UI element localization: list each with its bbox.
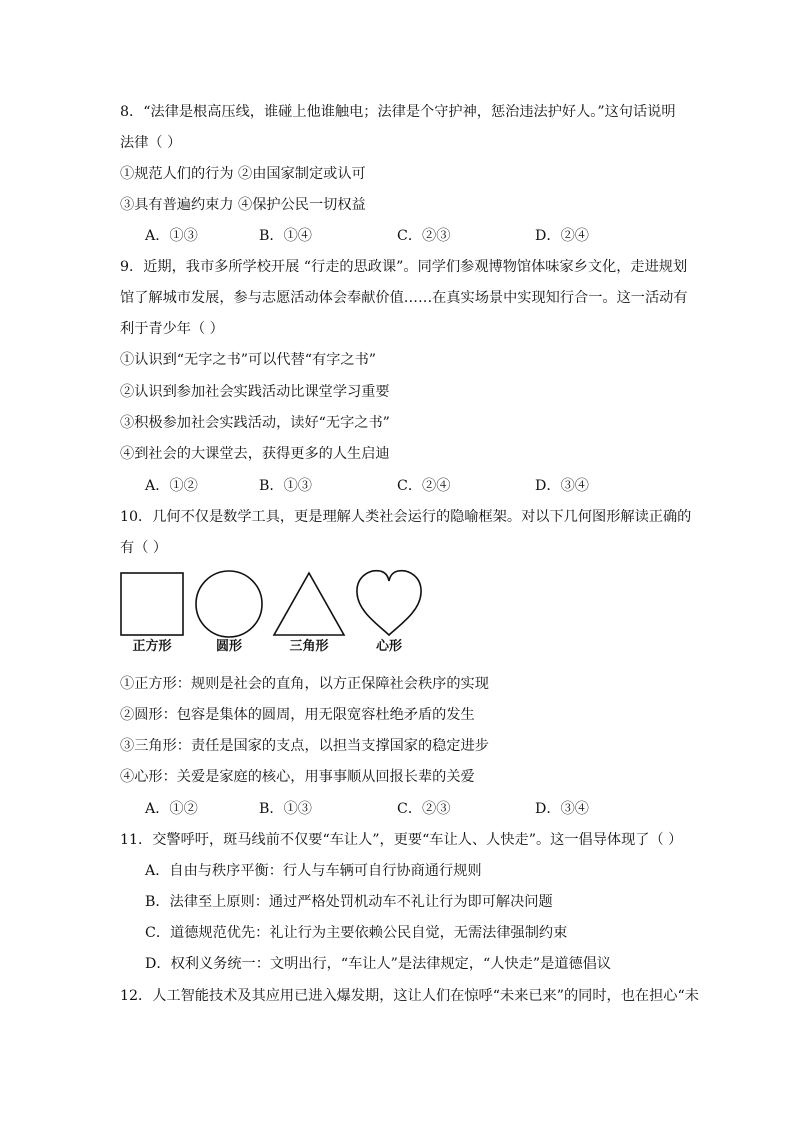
q11-option-d[interactable]: D．权利义务统一：文明出行，“车让人”是法律规定，“人快走”是道德倡议 [145, 956, 612, 972]
q12-stem-line-1: 12．人工智能技术及其应用已进入爆发期，这让人们在惊呼“未来已来”的同时，也在担心“未 [120, 988, 699, 1004]
q10-item-1: ①正方形：规则是社会的直角，以方正保障社会秩序的实现 [120, 676, 489, 692]
heart-shape [357, 571, 421, 635]
geometry-figures [118, 566, 428, 662]
q11-option-c[interactable]: C．道德规范优先：礼让行为主要依赖公民自觉，无需法律强制约束 [145, 925, 568, 941]
q9-item-2: ②认识到参加社会实践活动比课堂学习重要 [120, 384, 390, 400]
q8-stem-line-1: 8．“法律是根高压线，谁碰上他谁触电；法律是个守护神，惩治违法护好人。”这句话说明 [120, 104, 676, 120]
q8-option-c[interactable]: C．②③ [397, 228, 451, 244]
circle-label: 圆形 [215, 639, 242, 654]
q9-item-4: ④到社会的大课堂去，获得更多的人生启迪 [120, 446, 390, 462]
square-label: 正方形 [132, 639, 172, 654]
q11-stem: 11．交警呼吁，斑马线前不仅要“车让人”，更要“车让人、人快走”。这一倡导体现了（ ） [120, 832, 683, 848]
q10-stem-line-1: 10．几何不仅是数学工具，更是理解人类社会运行的隐喻框架。对以下几何图形解读正确的 [120, 509, 692, 525]
q9-options [145, 476, 685, 496]
q11-option-b[interactable]: B．法律至上原则：通过严格处罚机动车不礼让行为即可解决问题 [145, 894, 553, 910]
q9-stem-line-2: 馆了解城市发展，参与志愿活动体会奉献价值……在真实场景中实现知行合一。这一活动有 [120, 290, 688, 306]
q9-option-b[interactable]: B．①③ [259, 478, 312, 494]
q11-option-a[interactable]: A．自由与秩序平衡：行人与车辆可自行协商通行规则 [145, 863, 482, 879]
q9-item-3: ③积极参加社会实践活动，读好“无字之书” [120, 415, 390, 431]
q9-option-c[interactable]: C．②④ [397, 478, 451, 494]
q10-item-4: ④心形：关爱是家庭的核心，用事事顺从回报长辈的关爱 [120, 769, 475, 785]
q8-stem-line-2: 法律（ ） [120, 135, 182, 151]
shapes-svg [118, 566, 428, 638]
q8-option-a[interactable]: A．①③ [145, 228, 198, 244]
q8-option-b[interactable]: B．①④ [259, 228, 312, 244]
q10-options [145, 799, 685, 819]
q10-item-2: ②圆形：包容是集体的圆周，用无限宽容杜绝矛盾的发生 [120, 707, 475, 723]
q9-stem-line-3: 利于青少年（ ） [120, 321, 224, 337]
q10-option-b[interactable]: B．①③ [259, 801, 312, 817]
triangle-label: 三角形 [289, 639, 329, 654]
q9-option-a[interactable]: A．①② [145, 478, 198, 494]
q8-options [145, 226, 685, 246]
q8-item-2: ③具有普遍约束力 ④保护公民一切权益 [120, 197, 366, 213]
q9-stem-line-1: 9．近期，我市多所学校开展 “行走的思政课”。同学们参观博物馆体味家乡文化，走进规划 [120, 259, 688, 275]
q8-option-d[interactable]: D．②④ [535, 228, 589, 244]
q10-item-3: ③三角形：责任是国家的支点，以担当支撑国家的稳定进步 [120, 738, 489, 754]
heart-label: 心形 [375, 639, 402, 654]
q10-option-a[interactable]: A．①② [145, 801, 198, 817]
q9-option-d[interactable]: D．③④ [535, 478, 589, 494]
q10-option-d[interactable]: D．③④ [535, 801, 589, 817]
square-shape [121, 573, 183, 635]
triangle-shape [274, 573, 344, 635]
q10-stem-line-2: 有（ ） [120, 540, 168, 556]
q9-item-1: ①认识到“无字之书”可以代替“有字之书” [120, 352, 377, 368]
circle-shape [196, 571, 262, 637]
q10-option-c[interactable]: C．②③ [397, 801, 451, 817]
q8-item-1: ①规范人们的行为 ②由国家制定或认可 [120, 166, 366, 182]
